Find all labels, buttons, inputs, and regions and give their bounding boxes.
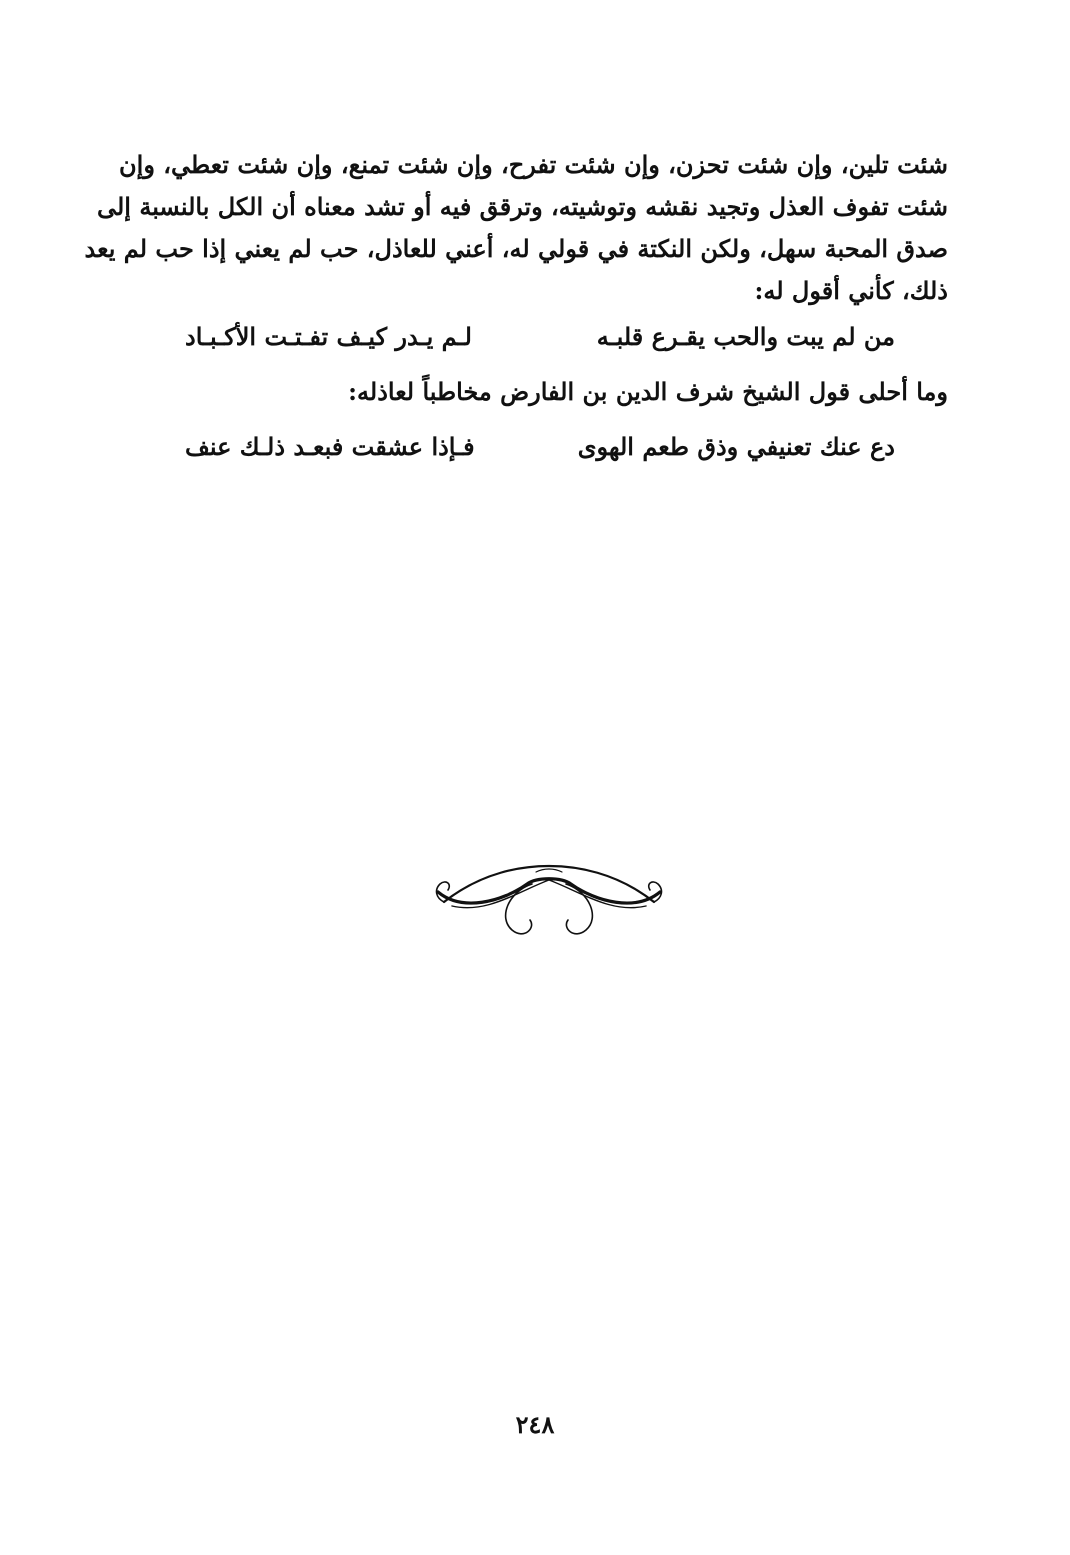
body-paragraph — [84, 144, 948, 312]
poem-verse-1 — [185, 322, 895, 351]
decorative-flourish-icon — [432, 862, 666, 938]
paragraph-line-2: شئت تفوف العذل وتجيد نقشه وتوشيته، وترقق فيه أو تشد معناه أن الكل بالنسبة إلى — [96, 192, 948, 221]
paragraph-line-1: شئت تلين، وإن شئت تحزن، وإن شئت تفرح، وإن شئت تمنع، وإن شئت تعطي، وإن — [119, 150, 948, 179]
page-number: ٢٤٨ — [515, 1410, 555, 1439]
paragraph-line-3: صدق المحبة سهل، ولكن النكتة في قولي له، أعني للعاذل، حب لم يعني إذا حب لم يعد — [84, 234, 948, 263]
verse-2-second-hemistich: فـإذا عشقت فبعـد ذلـك عنف — [185, 432, 475, 461]
verse-1-first-hemistich: من لم يبت والحب يقـرع قلبـه — [596, 322, 895, 351]
verse-2-first-hemistich: دع عنك تعنيفي وذق طعم الهوى — [577, 432, 895, 461]
poem-verse-2 — [185, 432, 895, 461]
verse-introduction: وما أحلى قول الشيخ شرف الدين بن الفارض مخاطباً لعاذله: — [348, 377, 948, 406]
paragraph-line-4: ذلك، كأني أقول له: — [754, 276, 948, 305]
verse-1-second-hemistich: لـم يـدر كيـف تفـتـت الأكـبـاد — [185, 322, 472, 351]
